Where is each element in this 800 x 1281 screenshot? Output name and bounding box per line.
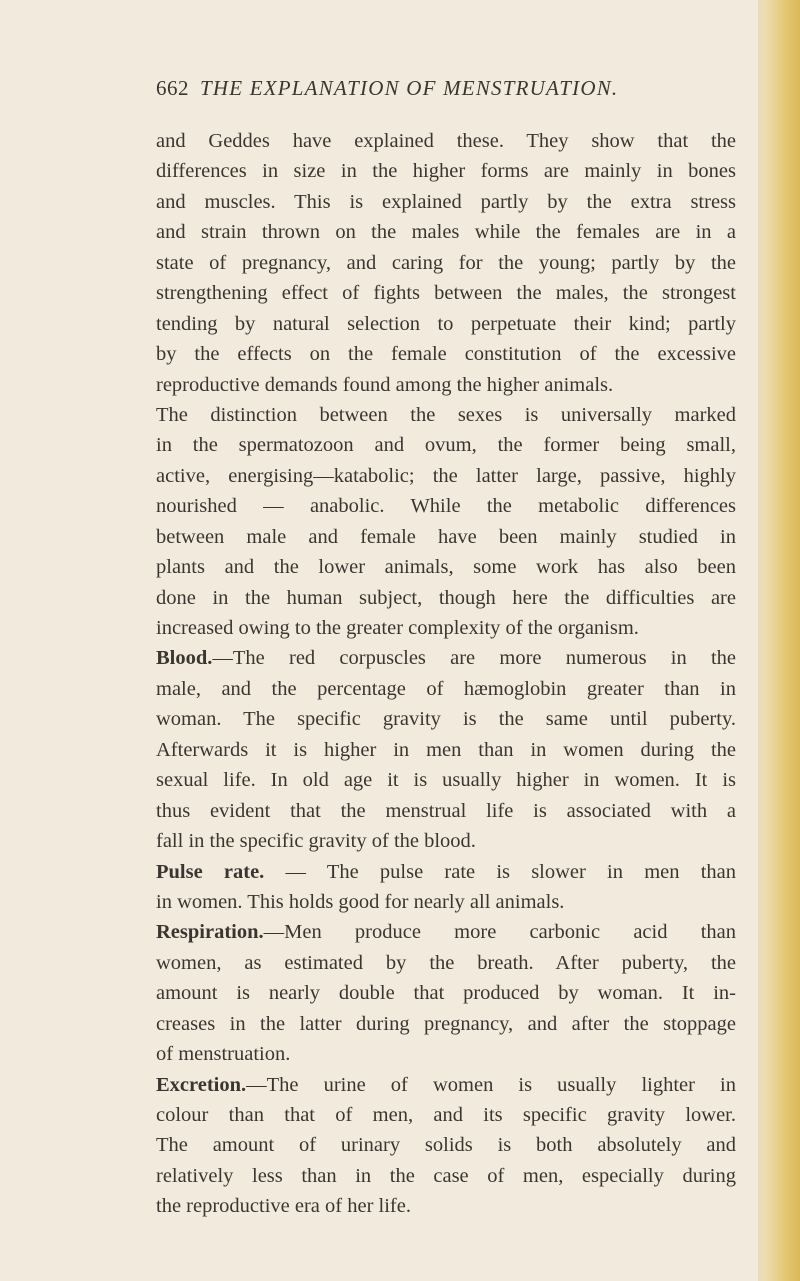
line-text: tending by natural selection to perpetuate their kind; partly bbox=[156, 312, 736, 335]
line-text: by the effects on the female constitution of the excessive bbox=[156, 343, 736, 366]
text-line bbox=[156, 887, 736, 917]
line-text: state of pregnancy, and caring for the young; partly by the bbox=[156, 251, 736, 274]
line-text: relatively less than in the case of men, especially during bbox=[156, 1164, 736, 1187]
text-line bbox=[156, 948, 736, 978]
text-line bbox=[156, 187, 736, 217]
text-line bbox=[156, 917, 736, 947]
text-line bbox=[156, 1100, 736, 1130]
section-heading: Excretion. bbox=[156, 1073, 247, 1096]
line-text: amount is nearly double that produced by woman. It in- bbox=[156, 982, 736, 1005]
text-line bbox=[156, 613, 736, 643]
page-number: 662 bbox=[156, 76, 189, 100]
section-heading: Blood. bbox=[156, 647, 213, 670]
text-line bbox=[156, 491, 736, 521]
text-line bbox=[156, 522, 736, 552]
text-line bbox=[156, 1039, 736, 1069]
text-line bbox=[156, 126, 736, 156]
text-line bbox=[156, 430, 736, 460]
text-line bbox=[156, 461, 736, 491]
text-line bbox=[156, 1161, 736, 1191]
text-line bbox=[156, 674, 736, 704]
text-line bbox=[156, 796, 736, 826]
text-line bbox=[156, 1070, 736, 1100]
text-line bbox=[156, 217, 736, 247]
line-text: thus evident that the menstrual life is associated with a bbox=[156, 799, 736, 822]
text-line bbox=[156, 1130, 736, 1160]
text-line bbox=[156, 643, 736, 673]
line-text: Afterwards it is higher in men than in women during the bbox=[156, 738, 736, 761]
body-text bbox=[156, 126, 736, 1222]
text-line bbox=[156, 583, 736, 613]
text-line bbox=[156, 156, 736, 186]
text-line bbox=[156, 552, 736, 582]
text-line bbox=[156, 339, 736, 369]
line-text: strengthening effect of fights between the males, the strongest bbox=[156, 282, 736, 305]
line-text: The amount of urinary solids is both absolutely and bbox=[156, 1134, 736, 1157]
text-line bbox=[156, 857, 736, 887]
text-line bbox=[156, 735, 736, 765]
line-text: between male and female have been mainly studied in bbox=[156, 525, 736, 548]
text-line bbox=[156, 826, 736, 856]
line-text: reproductive demands found among the higher animals. bbox=[156, 373, 614, 396]
line-text: —Men produce more carbonic acid than bbox=[263, 921, 736, 944]
line-text: plants and the lower animals, some work has also been bbox=[156, 556, 736, 579]
line-text: of menstruation. bbox=[156, 1043, 291, 1066]
line-text: and muscles. This is explained partly by the extra stress bbox=[156, 190, 736, 213]
line-text: fall in the specific gravity of the blood. bbox=[156, 830, 476, 853]
text-line bbox=[156, 978, 736, 1008]
line-text: increased owing to the greater complexity of the organism. bbox=[156, 617, 639, 639]
line-text: done in the human subject, though here the difficulties are bbox=[156, 586, 736, 609]
text-line bbox=[156, 248, 736, 278]
text-line bbox=[156, 765, 736, 795]
line-text: — The pulse rate is slower in men than bbox=[264, 860, 736, 883]
line-text: woman. The specific gravity is the same until puberty. bbox=[156, 708, 736, 731]
line-text: —The urine of women is usually lighter in bbox=[246, 1073, 736, 1096]
text-line bbox=[156, 704, 736, 734]
running-title: THE EXPLANATION OF MENSTRUATION. bbox=[200, 76, 619, 100]
line-text: creases in the latter during pregnancy, and after the stoppage bbox=[156, 1012, 736, 1035]
line-text: sexual life. In old age it is usually higher in women. It is bbox=[156, 769, 736, 792]
line-text: in women. This holds good for nearly all animals. bbox=[156, 890, 565, 913]
text-line bbox=[156, 400, 736, 430]
line-text: colour than that of men, and its specific gravity lower. bbox=[156, 1104, 736, 1126]
line-text: in the spermatozoon and ovum, the former being small, bbox=[156, 434, 736, 457]
line-text: women, as estimated by the breath. After puberty, the bbox=[156, 951, 736, 974]
line-text: differences in size in the higher forms are mainly in bones bbox=[156, 160, 736, 183]
running-head bbox=[156, 76, 716, 106]
line-text: active, energising—katabolic; the latter large, passive, highly bbox=[156, 464, 736, 487]
text-line bbox=[156, 278, 736, 308]
page-edge-gilt bbox=[758, 0, 800, 1281]
section-heading: Respiration. bbox=[156, 921, 264, 944]
line-text: and Geddes have explained these. They show that the bbox=[156, 130, 736, 152]
text-line bbox=[156, 370, 736, 400]
text-line bbox=[156, 309, 736, 339]
section-heading: Pulse rate. bbox=[156, 860, 265, 883]
line-text: male, and the percentage of hæmoglobin greater than in bbox=[156, 677, 736, 700]
line-text: and strain thrown on the males while the females are in a bbox=[156, 221, 736, 244]
line-text: the reproductive era of her life. bbox=[156, 1195, 411, 1218]
line-text: —The red corpuscles are more numerous in the bbox=[212, 647, 736, 670]
text-line bbox=[156, 1191, 736, 1221]
line-text: nourished — anabolic. While the metabolic differences bbox=[156, 495, 736, 518]
line-text: The distinction between the sexes is universally marked bbox=[156, 403, 736, 426]
text-line bbox=[156, 1009, 736, 1039]
